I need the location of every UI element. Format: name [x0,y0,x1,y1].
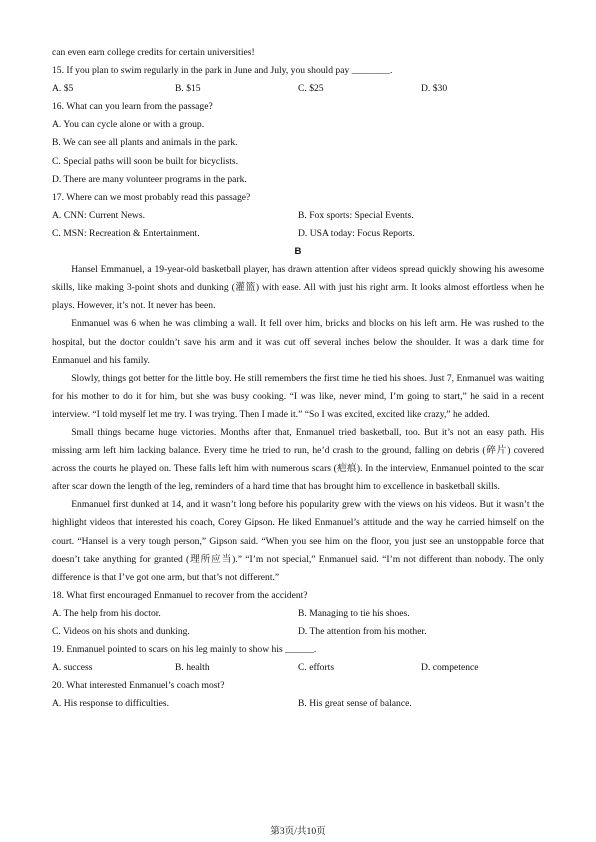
option-d: D. There are many volunteer programs in the park. [52,173,247,185]
option-c: C. efforts [298,662,335,674]
question-18: 18. What first encouraged Enmanuel to recover from the accident? [52,589,308,601]
question-17: 17. Where can we most probably read this passage? [52,191,251,203]
option-a: A. $5 [52,83,74,95]
page-content [52,44,544,713]
intro-line: can even earn college credits for certain universities! [52,47,255,58]
question-17-options-row1 [52,207,544,225]
passage-paragraph-4: Small things became huge victories. Months after that, Enmanuel tried basketball, too. But it’s not an easy path. His missing arm left him lacking balance. Every time he tried to run, he’d crash to the ground, falling on debris (碎片) covered across the courts he played on. These falls left him with numerous scars (疤痕). In the interview, Enmanuel pointed to the scar after scar down the length of the leg, reminders of a hard time that has brought him to excellence in basketball skills. [52,426,544,493]
option-b: B. $15 [175,83,201,95]
question-15-options [52,80,544,98]
question-16: 16. What can you learn from the passage? [52,101,213,113]
question-19-options [52,659,544,677]
option-d: D. USA today: Focus Reports. [298,227,415,239]
option-a: A. The help from his doctor. [52,607,161,619]
question-18-options-row1 [52,605,544,623]
question-17-options-row2 [52,225,544,243]
option-a: A. You can cycle alone or with a group. [52,119,205,131]
passage-paragraph-5: Enmanuel first dunked at 14, and it wasn’t long before his popularity grew with the views on his videos. But it wasn’t the highlight videos that interested his coach, Corey Gipson. He liked Enmanuel’s attitude and the way he carried himself on the court. “Hansel is a very tough person,” Gipson said. “When you see him on the floor, you just see an unstoppable force that doesn’t take anything for granted (理所应当).” “I’m not special,” Enmanuel said. “I’m not different than nobody. The only difference is that I’ve got one arm, but that’s not different.” [52,499,544,583]
passage-paragraph-2: Enmanuel was 6 when he was climbing a wall. It fell over him, bricks and blocks on his left arm. He was rushed to the hospital, but the doctor couldn’t save his arm and it was cut off several inches below the shoulder. It was a dark time for Enmanuel and his family. [52,318,544,366]
option-c: C. $25 [298,83,324,95]
option-a: A. His response to difficulties. [52,698,170,710]
question-18-options-row2 [52,623,544,641]
option-b: B. Fox sports: Special Events. [298,209,414,221]
option-b: B. health [175,662,210,674]
option-b: B. His great sense of balance. [298,698,412,710]
option-b: B. We can see all plants and animals in the park. [52,137,238,149]
passage-paragraph-3: Slowly, things got better for the little boy. He still remembers the first time he tied his shoes. Just 7, Enmanuel was waiting for his mother to do it for him, but she was busy cooking. “I was like, never mind, I’m going to start,” he said in a recent interview. “I told myself let me try. I was trying. Then I made it.” “So I was excited, excited like crazy,” he added. [52,372,544,420]
option-a: A. CNN: Current News. [52,209,145,221]
option-d: D. The attention from his mother. [298,626,427,637]
question-20-options [52,695,544,713]
question-19: 19. Enmanuel pointed to scars on his leg mainly to show his ______. [52,644,317,656]
option-c: C. Special paths will soon be built for bicyclists. [52,155,238,167]
question-15: 15. If you plan to swim regularly in the park in June and July, you should pay ________. [52,65,393,77]
option-d: D. $30 [421,83,448,95]
question-20: 20. What interested Enmanuel’s coach most? [52,680,225,692]
option-c: C. Videos on his shots and dunking. [52,626,190,637]
option-a: A. success [52,662,93,674]
section-title: B [294,246,302,258]
page-number: 第3页/共10页 [270,826,326,837]
option-d: D. competence [421,662,479,674]
option-c: C. MSN: Recreation & Entertainment. [52,227,200,239]
passage-paragraph-1: Hansel Emmanuel, a 19-year-old basketball player, has drawn attention after videos spread quickly showing his awesome skills, like making 3-point shots and dunking (灌篮) with ease. All with just his right arm. It looks almost effortless when he plays. However, it’s not. It never has been. [52,264,544,312]
option-b: B. Managing to tie his shoes. [298,607,410,619]
